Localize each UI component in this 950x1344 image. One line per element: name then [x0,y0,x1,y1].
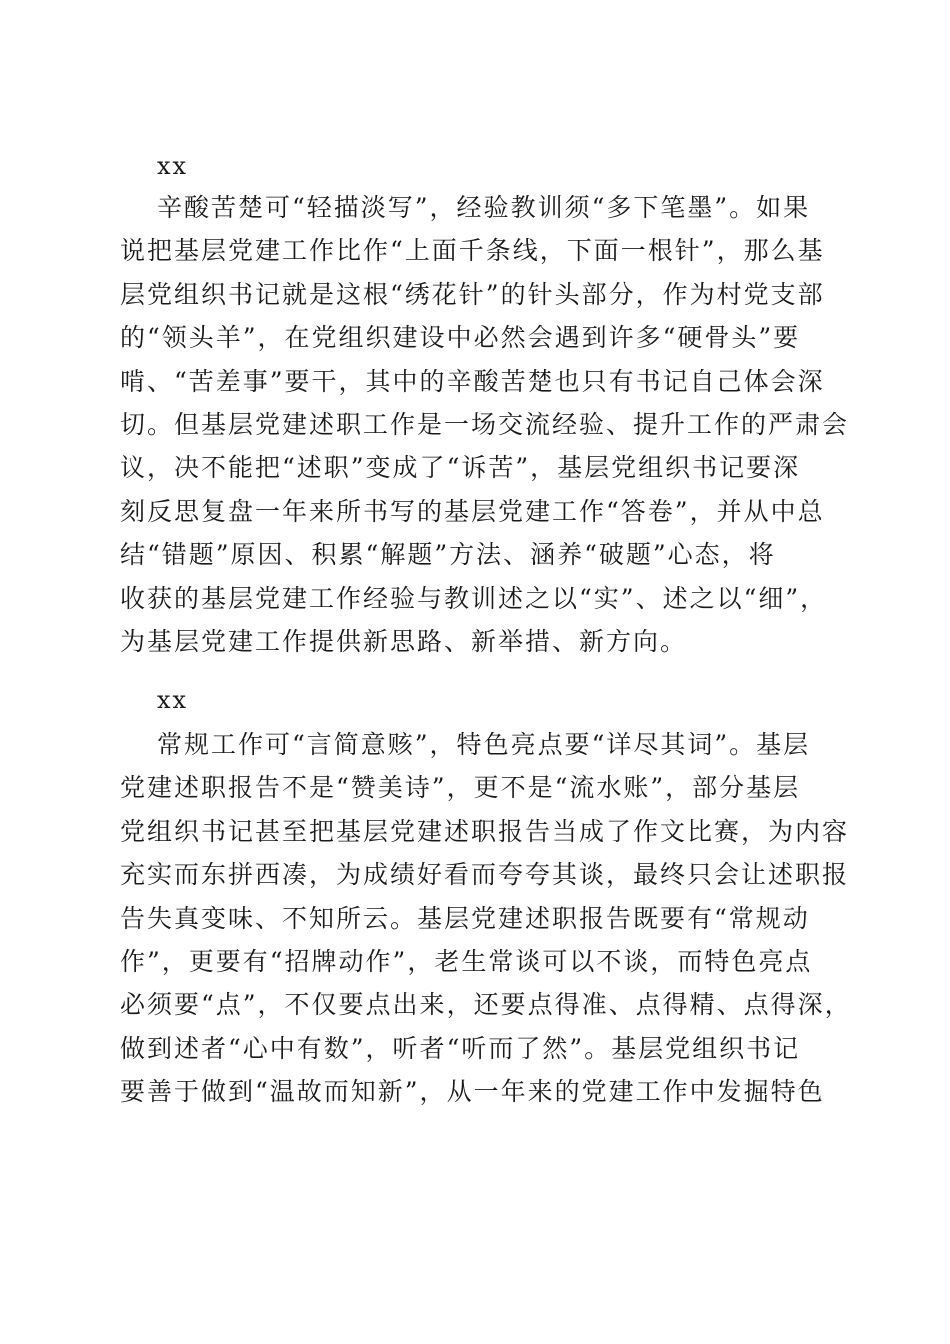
paragraph-line: 做到述者“心中有数”，听者“听而了然”。基层党组织书记 [120,1033,801,1063]
paragraph-line: 啃、“苦差事”要干，其中的辛酸苦楚也只有书记自己体会深 [120,366,825,396]
paragraph-line: 充实而东拼西凑，为成绩好看而夸夸其谈，最终只会让述职报 [120,860,850,890]
paragraph-line: 必须要“点”，不仅要点出来，还要点得准、点得精、点得深， [120,990,852,1020]
paragraph-line: 收获的基层党建工作经验与教训述之以“实”、述之以“细”， [120,583,828,613]
paragraph-line: 议，决不能把“述职”变成了“诉苦”，基层党组织书记要深 [120,453,801,483]
paragraph-line: 要善于做到“温故而知新”，从一年来的党建工作中发掘特色 [120,1077,825,1107]
section-1-paragraph [120,186,850,663]
paragraph-line: 刻反思复盘一年来所书写的基层党建工作“答卷”，并从中总 [120,496,825,526]
paragraph-line: 党建述职报告不是“赞美诗”，更不是“流水账”，部分基层 [120,773,801,803]
paragraph-line: 层党组织书记就是这根“绣花针”的针头部分，作为村党支部 [120,279,825,309]
section-2-paragraph [120,723,852,1114]
paragraph-line: 的“领头羊”，在党组织建设中必然会遇到许多“硬骨头”要 [120,323,801,353]
paragraph-line: 告失真变味、不知所云。基层党建述职报告既要有“常规动 [120,903,810,933]
section-2-heading: xx [157,686,189,714]
paragraph-line: 辛酸苦楚可“轻描淡写”，经验教训须“多下笔墨”。如果 [157,193,811,222]
paragraph-line: 说把基层党建工作比作“上面千条线，下面一根针”，那么基 [120,236,825,266]
paragraph-line: 为基层党建工作提供新思路、新举措、新方向。 [120,626,688,656]
paragraph-line: 切。但基层党建述职工作是一场交流经验、提升工作的严肃会 [120,409,850,439]
paragraph-line: 结“错题”原因、积累“解题”方法、涵养“破题”心态，将 [120,540,776,570]
paragraph-line: 常规工作可“言简意赅”，特色亮点要“详尽其词”。基层 [157,730,811,759]
paragraph-line: 作”，更要有“招牌动作”，老生常谈可以不谈，而特色亮点 [120,946,813,976]
paragraph-line: 党组织书记甚至把基层党建述职报告当成了作文比赛，为内容 [120,816,850,846]
section-1-heading: xx [157,152,189,180]
